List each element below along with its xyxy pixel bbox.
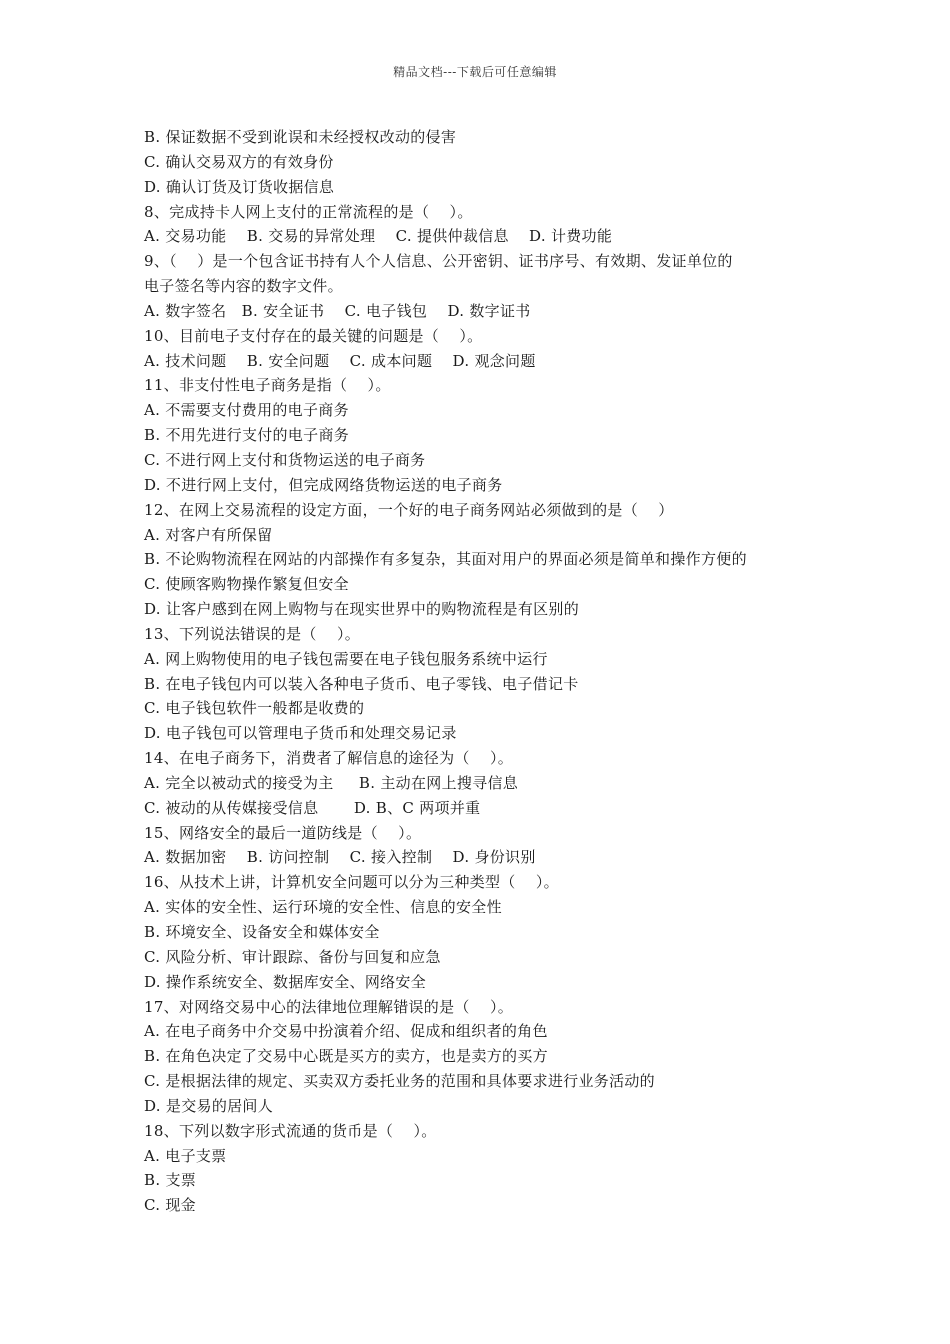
- question-16-option-b: B. 环境安全、设备安全和媒体安全: [144, 923, 380, 941]
- question-9-continued: 电子签名等内容的数字文件。: [144, 277, 343, 296]
- question-11-option-a: A. 不需要支付费用的电子商务: [144, 401, 349, 420]
- question-17-option-b: B. 在角色决定了交易中心既是买方的卖方，也是卖方的买方: [144, 1047, 548, 1066]
- question-13-option-b: B. 在电子钱包内可以装入各种电子货币、电子零钱、电子借记卡: [144, 674, 579, 693]
- question-11: 11、非支付性电子商务是指（ ）。: [144, 376, 391, 395]
- question-12-option-c: C. 使顾客购物操作繁复但安全: [144, 575, 349, 594]
- question-17: 17、对网络交易中心的法律地位理解错误的是（ ）。: [144, 997, 514, 1016]
- question-17-option-d: D. 是交易的居间人: [144, 1096, 274, 1115]
- question-14: 14、在电子商务下，消费者了解信息的途径为（ ）。: [144, 749, 514, 768]
- question-8-options: A. 交易功能 B. 交易的异常处理 C. 提供仲裁信息 D. 计费功能: [144, 227, 613, 246]
- question-15-options: A. 数据加密 B. 访问控制 C. 接入控制 D. 身份识别: [144, 848, 536, 867]
- question-12-option-d: D. 让客户感到在网上购物与在现实世界中的购物流程是有区别的: [144, 600, 580, 619]
- question-18-option-a: A. 电子支票: [144, 1146, 227, 1165]
- question-16-option-a: A. 实体的安全性、运行环境的安全性、信息的安全性: [144, 898, 502, 917]
- question-18: 18、下列以数字形式流通的货币是（ ）。: [144, 1121, 437, 1140]
- question-11-option-d: D. 不进行网上支付，但完成网络货物运送的电子商务: [144, 475, 503, 494]
- question-16-option-d: D. 操作系统安全、数据库安全、网络安全: [144, 972, 427, 991]
- question-13-option-d: D. 电子钱包可以管理电子货币和处理交易记录: [144, 724, 457, 743]
- question-18-option-c: C. 现金: [144, 1196, 196, 1215]
- text-line: C. 确认交易双方的有效身份: [144, 152, 334, 171]
- text-line: D. 确认订货及订货收据信息: [144, 177, 335, 196]
- question-12: 12、在网上交易流程的设定方面，一个好的电子商务网站必须做到的是（ ）: [144, 500, 674, 519]
- question-13: 13、下列说法错误的是（ ）。: [144, 624, 361, 643]
- question-9: 9、（ ）是一个包含证书持有人个人信息、公开密钥、证书序号、有效期、发证单位的: [144, 252, 733, 271]
- question-14-options-cd: C. 被动的从传媒接受信息 D. B、C 两项并重: [144, 798, 481, 817]
- question-13-option-c: C. 电子钱包软件一般都是收费的: [144, 699, 365, 718]
- question-14-options-ab: A. 完全以被动式的接受为主 B. 主动在网上搜寻信息: [144, 773, 519, 792]
- question-17-option-a: A. 在电子商务中介交易中扮演着介绍、促成和组织者的角色: [144, 1022, 548, 1041]
- question-11-option-c: C. 不进行网上支付和货物运送的电子商务: [144, 450, 426, 469]
- document-body: [144, 125, 834, 1218]
- question-12-option-b: B. 不论购物流程在网站的内部操作有多复杂，其面对用户的界面必须是简单和操作方便的: [144, 550, 747, 569]
- question-12-option-a: A. 对客户有所保留: [144, 525, 273, 544]
- question-17-option-c: C. 是根据法律的规定、买卖双方委托业务的范围和具体要求进行业务活动的: [144, 1072, 655, 1091]
- question-16: 16、从技术上讲，计算机安全问题可以分为三种类型（ ）。: [144, 873, 559, 892]
- text-line: B. 保证数据不受到讹误和未经授权改动的侵害: [144, 128, 457, 146]
- question-10-options: A. 技术问题 B. 安全问题 C. 成本问题 D. 观念问题: [144, 351, 536, 370]
- question-10: 10、目前电子支付存在的最关键的问题是（ ）。: [144, 326, 483, 345]
- page-header: 精品文档---下载后可任意编辑: [393, 65, 557, 79]
- question-8: 8、完成持卡人网上支付的正常流程的是（ ）。: [144, 202, 473, 221]
- question-16-option-c: C. 风险分析、审计跟踪、备份与回复和应急: [144, 947, 441, 966]
- question-11-option-b: B. 不用先进行支付的电子商务: [144, 426, 350, 445]
- question-18-option-b: B. 支票: [144, 1171, 197, 1190]
- question-9-options: A. 数字签名 B. 安全证书 C. 电子钱包 D. 数字证书: [144, 301, 531, 320]
- question-13-option-a: A. 网上购物使用的电子钱包需要在电子钱包服务系统中运行: [144, 649, 548, 668]
- question-15: 15、网络安全的最后一道防线是（ ）。: [144, 823, 422, 842]
